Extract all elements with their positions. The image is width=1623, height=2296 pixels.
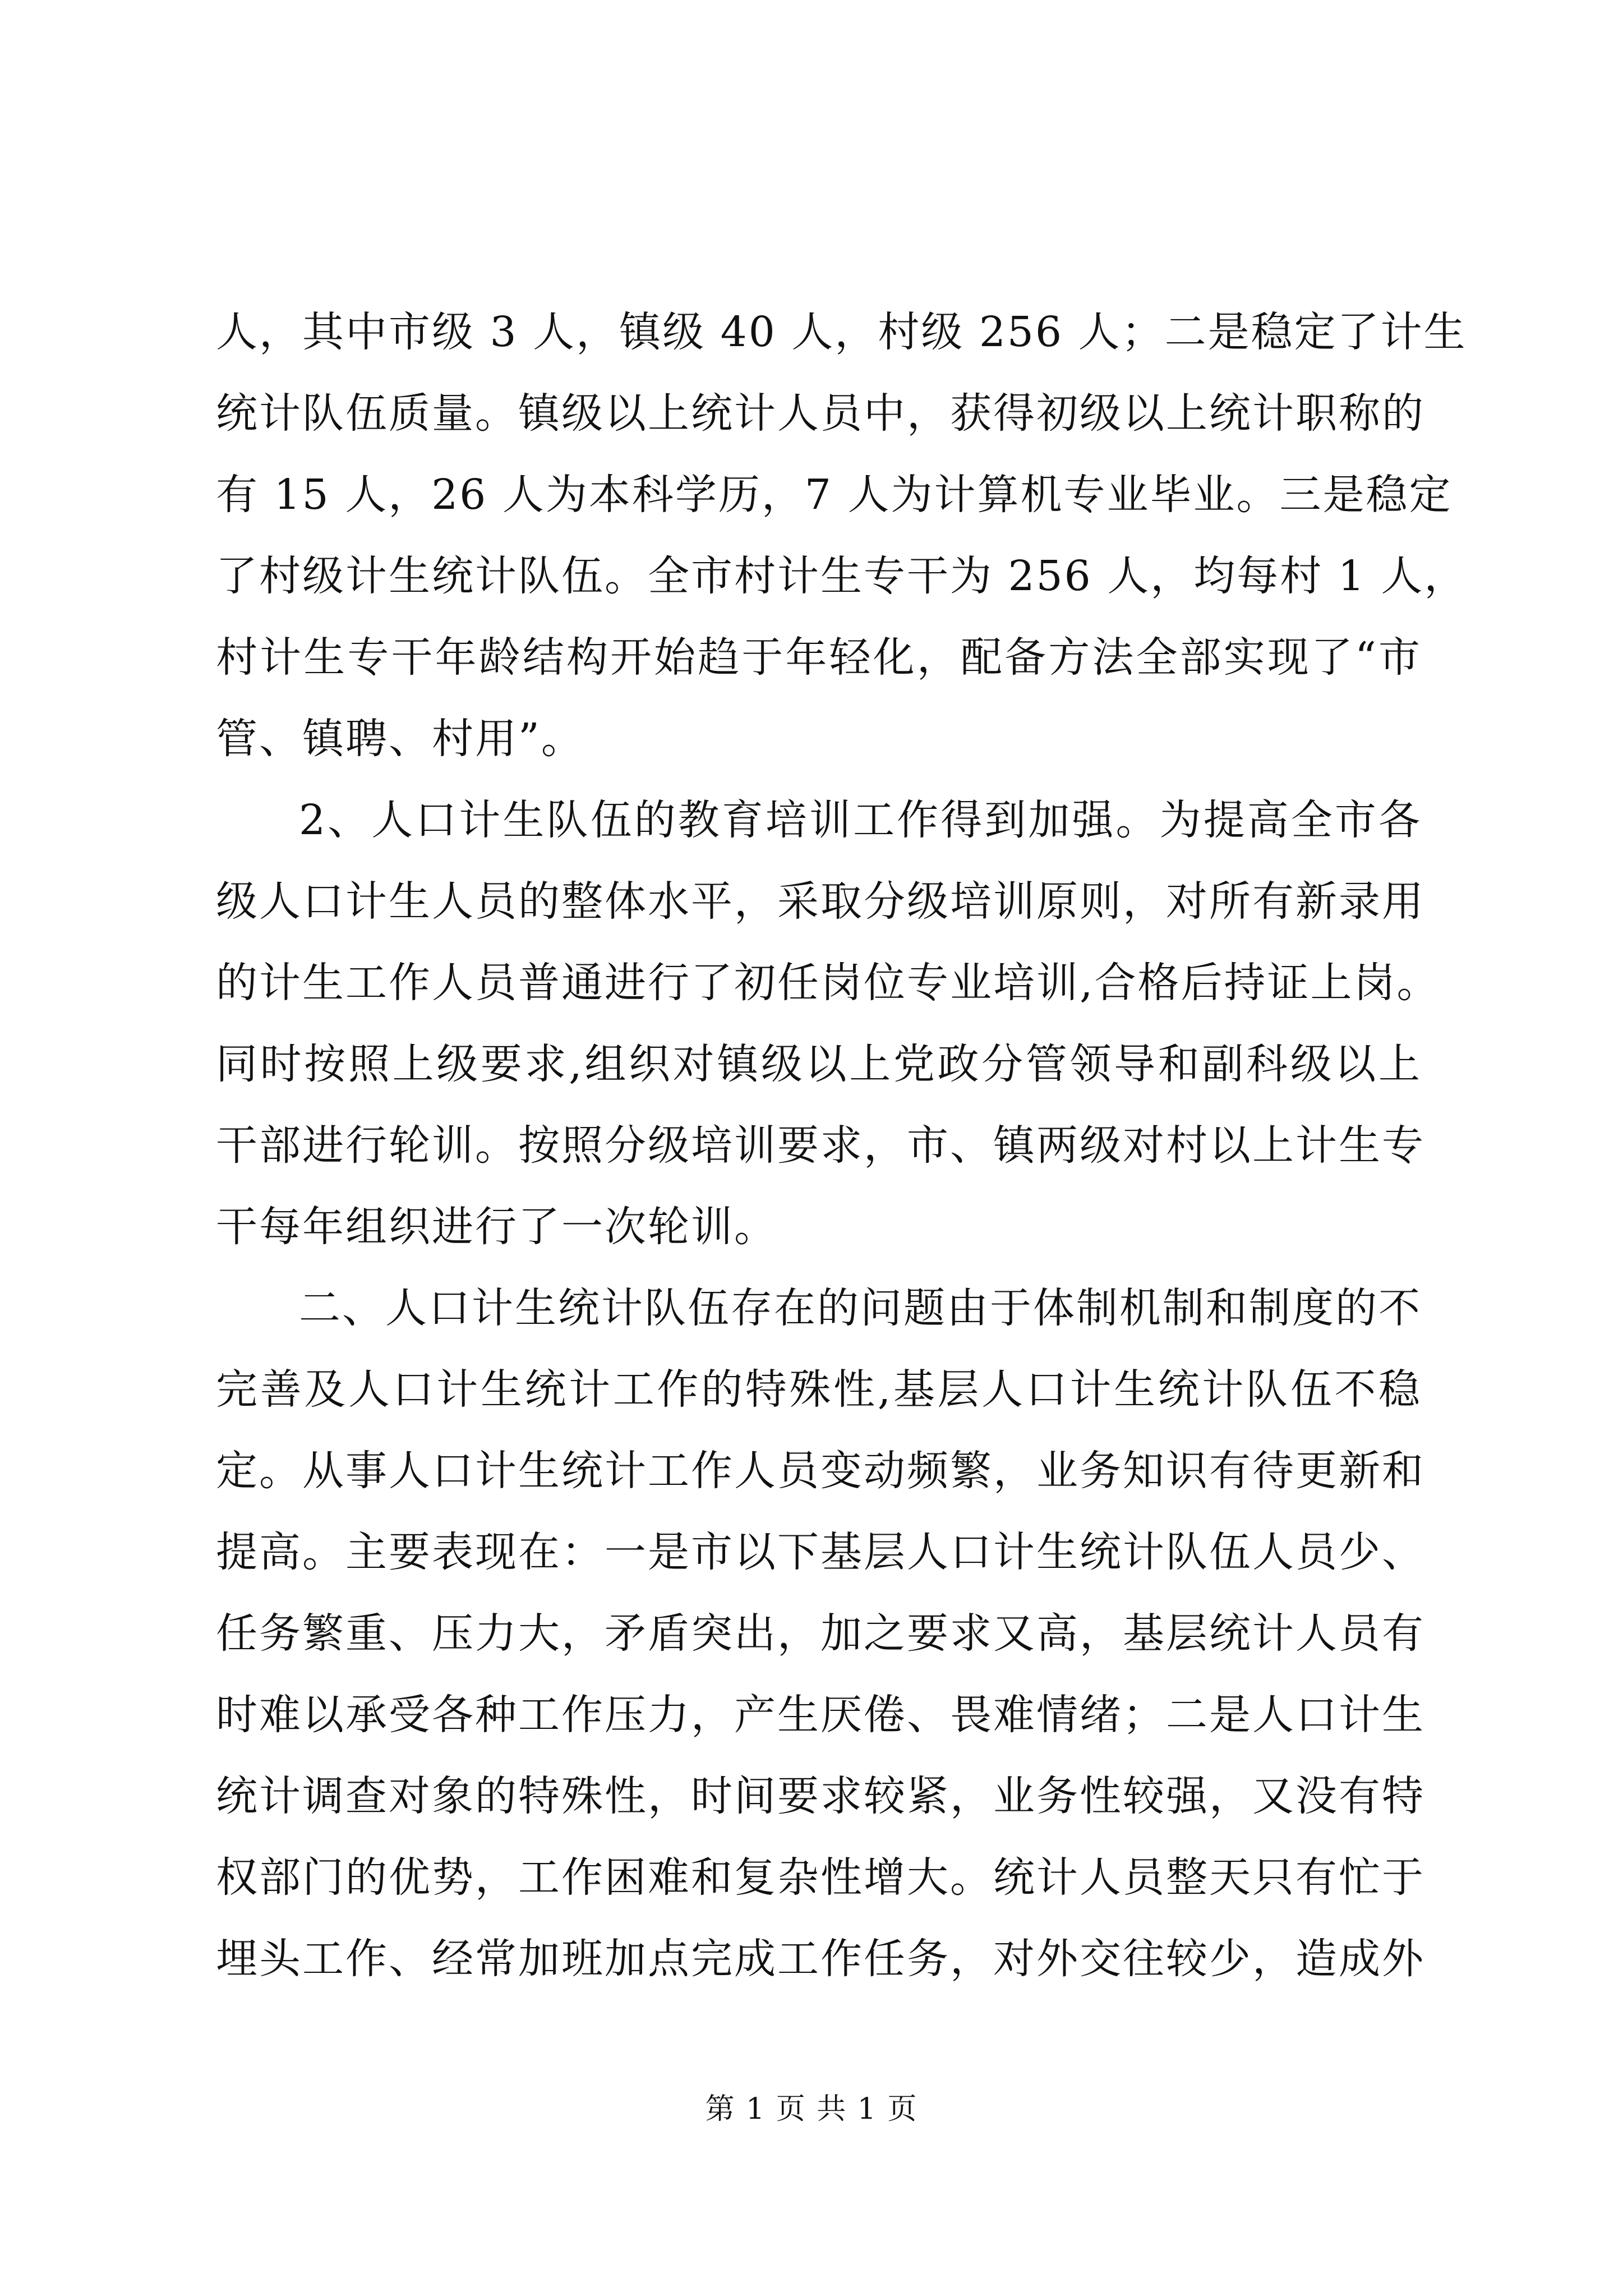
text-line: 级人口计生人员的整体水平，采取分级培训原则，对所有新录用	[216, 877, 1425, 926]
text-line: 时难以承受各种工作压力，产生厌倦、畏难情绪；二是人口计生	[216, 1691, 1425, 1739]
text-line: 村计生专干年龄结构开始趋于年轻化，配备方法全部实现了“市	[216, 633, 1422, 682]
text-line: 任务繁重、压力大，矛盾突出，加之要求又高，基层统计人员有	[216, 1609, 1425, 1658]
text-line: 提高。主要表现在：一是市以下基层人口计生统计队伍人员少、	[216, 1528, 1425, 1576]
text-line: 干部进行轮训。按照分级培训要求，市、镇两级对村以上计生专	[216, 1121, 1425, 1170]
page-footer	[0, 2087, 1623, 2132]
page-number: 第 1 页 共 1 页	[705, 2092, 918, 2126]
paragraph-first-line: 二、人口计生统计队伍存在的问题由于体制机制和制度的不	[299, 1284, 1422, 1332]
text-line: 定。从事人口计生统计工作人员变动频繁，业务知识有待更新和	[216, 1447, 1425, 1495]
text-line: 权部门的优势，工作困难和复杂性增大。统计人员整天只有忙于	[216, 1853, 1425, 1902]
text-line: 干每年组织进行了一次轮训。	[216, 1203, 777, 1251]
text-line: 人，其中市级 3 人，镇级 40 人，村级 256 人；二是稳定了计生	[216, 308, 1467, 356]
text-line: 完善及人口计生统计工作的特殊性,基层人口计生统计队伍不稳	[216, 1365, 1422, 1414]
text-line: 管、镇聘、村用”。	[216, 715, 584, 763]
text-line: 了村级计生统计队伍。全市村计生专干为 256 人，均每村 1 人，	[216, 552, 1468, 600]
body-text	[216, 292, 1468, 2000]
text-line: 同时按照上级要求,组织对镇级以上党政分管领导和副科级以上	[216, 1040, 1422, 1088]
text-line: 埋头工作、经常加班加点完成工作任务，对外交往较少，造成外	[216, 1935, 1425, 1983]
text-line: 的计生工作人员普通进行了初任岗位专业培训,合格后持证上岗。	[216, 959, 1440, 1007]
text-line: 统计队伍质量。镇级以上统计人员中，获得初级以上统计职称的	[216, 389, 1425, 438]
text-line: 有 15 人，26 人为本科学历，7 人为计算机专业毕业。三是稳定	[216, 471, 1453, 519]
text-line: 统计调查对象的特殊性，时间要求较紧，业务性较强，又没有特	[216, 1772, 1425, 1820]
paragraph-first-line: 2、人口计生队伍的教育培训工作得到加强。为提高全市各	[299, 796, 1422, 844]
